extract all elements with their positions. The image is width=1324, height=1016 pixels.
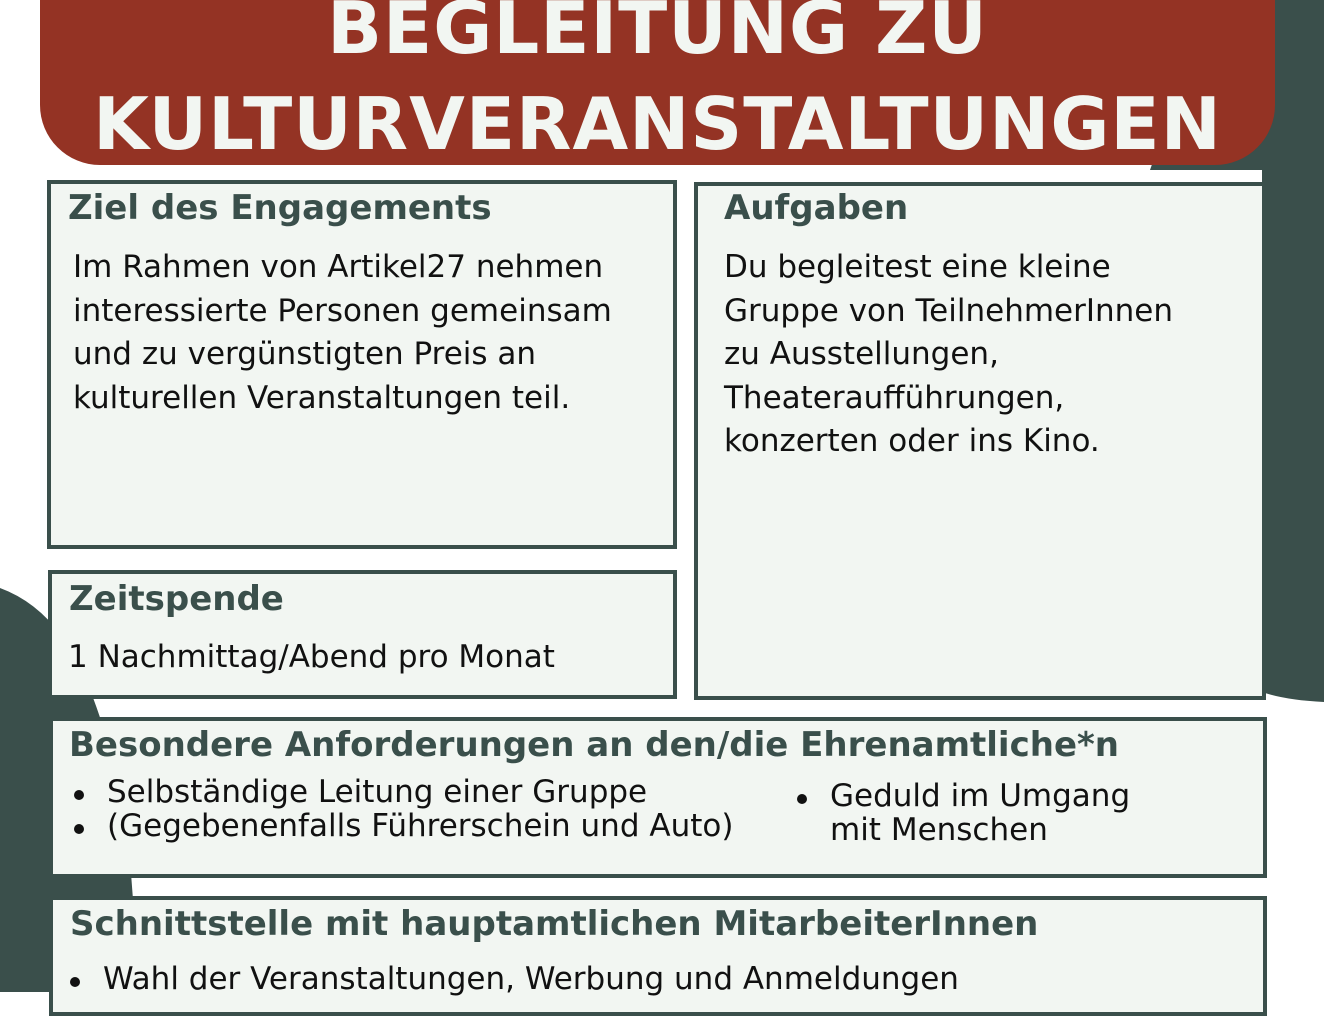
title-line-2: KULTURVERANSTALTUNGEN <box>93 82 1222 166</box>
schnittstelle-box <box>49 896 1267 1016</box>
zeitspende-heading: Zeitspende <box>69 579 284 619</box>
anforderungen-list-left <box>71 775 733 843</box>
zeitspende-text: 1 Nachmittag/Abend pro Monat <box>68 639 555 675</box>
zeitspende-box <box>48 570 677 699</box>
list-item: (Gegebenenfalls Führerschein und Auto) <box>71 809 733 843</box>
aufgaben-box <box>694 182 1266 700</box>
ziel-box <box>47 180 677 549</box>
anforderungen-heading: Besondere Anforderungen an den/die Ehrenamtliche*n <box>69 725 1119 765</box>
list-item: Geduld im Umgang mit Menschen <box>794 779 1130 847</box>
list-item: Wahl der Veranstaltungen, Werbung und Anmeldungen <box>67 962 959 996</box>
ziel-heading: Ziel des Engagements <box>68 188 492 228</box>
list-item: Selbständige Leitung einer Gruppe <box>71 775 733 809</box>
ziel-text: Im Rahmen von Artikel27 nehmen interessierte Personen gemeinsam und zu vergünstigten Preis an kulturellen Veranstaltungen teil. <box>73 249 612 416</box>
aufgaben-text: Du begleitest eine kleine Gruppe von TeilnehmerInnen zu Ausstellungen, Theateraufführungen, konzerten oder ins Kino. <box>724 249 1174 459</box>
anforderungen-list-right <box>794 779 1130 847</box>
schnittstelle-list <box>67 962 959 996</box>
schnittstelle-heading: Schnittstelle mit hauptamtlichen MitarbeiterInnen <box>70 904 1039 944</box>
anforderungen-box <box>49 717 1267 878</box>
aufgaben-heading: Aufgaben <box>724 188 909 228</box>
title-line-1: BEGLEITUNG ZU <box>327 0 988 70</box>
